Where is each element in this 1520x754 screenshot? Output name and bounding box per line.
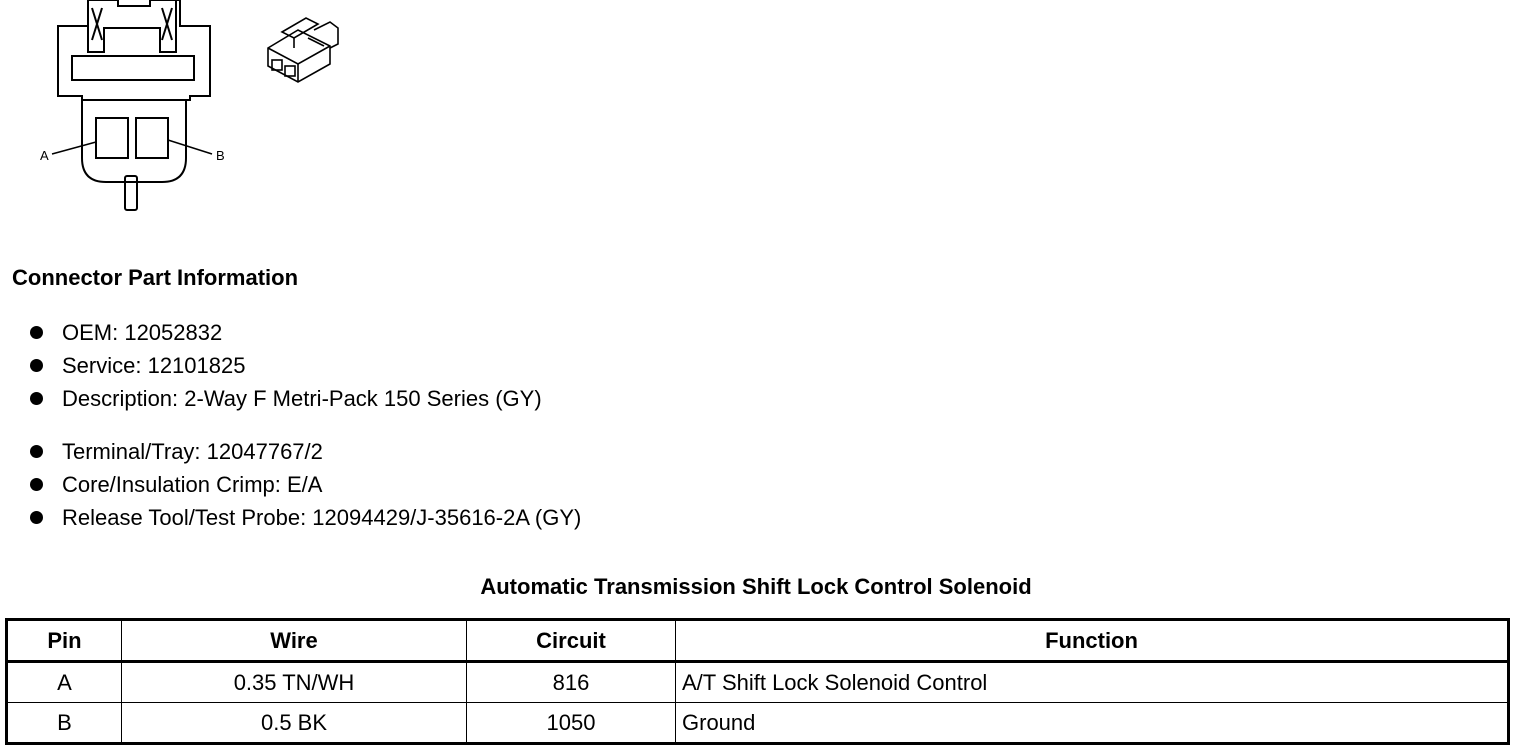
table-header-row [7, 620, 1509, 662]
bullet-icon [30, 392, 43, 405]
cell-circuit: 816 [467, 662, 676, 703]
info-item-text: OEM: 12052832 [62, 320, 223, 345]
connector-isometric-drawing [258, 8, 348, 88]
info-item-release-tool [28, 501, 581, 534]
header-wire: Wire [122, 620, 467, 662]
info-item-service [28, 349, 581, 382]
cell-pin: A [7, 662, 122, 703]
cell-function: A/T Shift Lock Solenoid Control [676, 662, 1509, 703]
bullet-icon [30, 511, 43, 524]
table-row [7, 703, 1509, 744]
bullet-icon [30, 445, 43, 458]
cell-wire: 0.5 BK [122, 703, 467, 744]
cell-function: Ground [676, 703, 1509, 744]
info-item-crimp [28, 468, 581, 501]
connector-part-info-list [28, 316, 581, 534]
info-item-terminal-tray [28, 435, 581, 468]
pin-table [5, 618, 1510, 745]
pin-table-title: Automatic Transmission Shift Lock Control Solenoid [480, 574, 1032, 599]
pin-a-label: A [40, 148, 49, 163]
cell-circuit: 1050 [467, 703, 676, 744]
header-function: Function [676, 620, 1509, 662]
info-item-text: Core/Insulation Crimp: E/A [62, 472, 323, 497]
info-item-text: Terminal/Tray: 12047767/2 [62, 439, 323, 464]
info-item-description [28, 382, 581, 415]
pin-b-label: B [216, 148, 225, 163]
header-circuit: Circuit [467, 620, 676, 662]
header-pin: Pin [7, 620, 122, 662]
cell-wire: 0.35 TN/WH [122, 662, 467, 703]
table-row [7, 662, 1509, 703]
bullet-icon [30, 478, 43, 491]
connector-front-view-drawing [0, 0, 240, 220]
bullet-icon [30, 359, 43, 372]
info-item-text: Description: 2-Way F Metri-Pack 150 Series (GY) [62, 386, 542, 411]
bullet-icon [30, 326, 43, 339]
info-item-oem [28, 316, 581, 349]
info-item-text: Release Tool/Test Probe: 12094429/J-35616-2A (GY) [62, 505, 582, 530]
connector-part-info-heading: Connector Part Information [12, 265, 299, 290]
cell-pin: B [7, 703, 122, 744]
info-item-text: Service: 12101825 [62, 353, 246, 378]
